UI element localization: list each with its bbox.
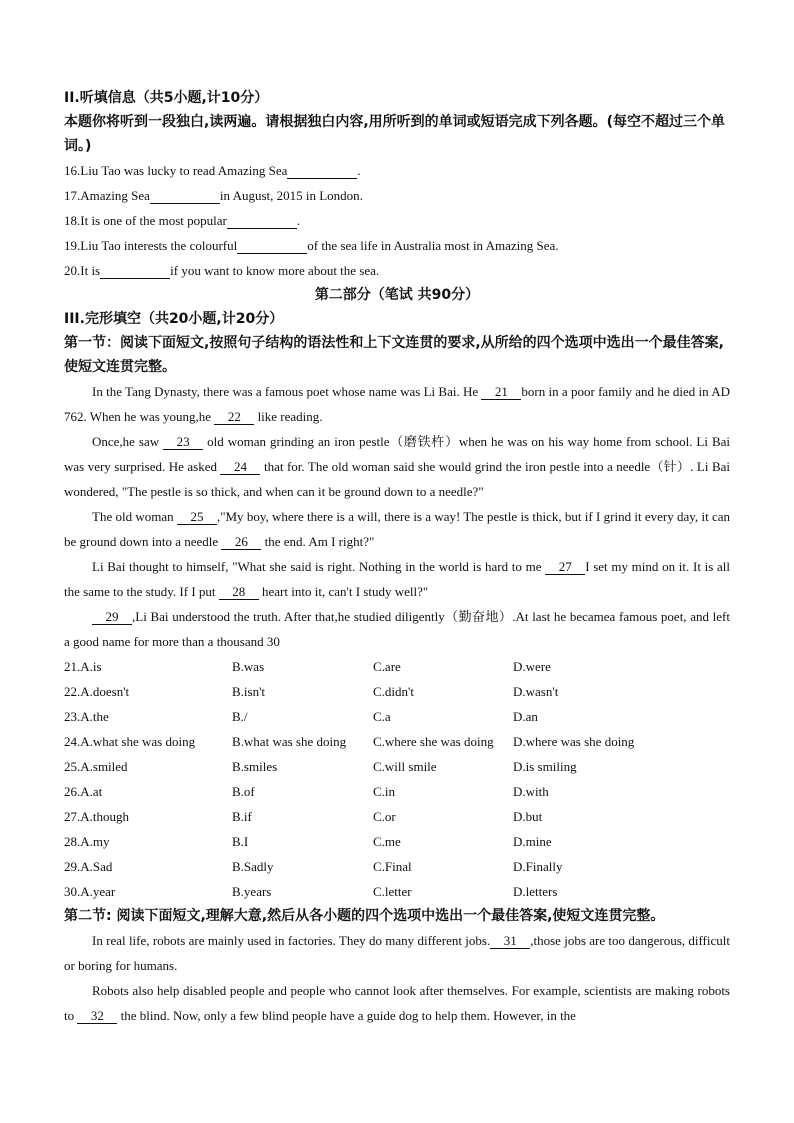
option[interactable]: 27.A.though [64,809,129,824]
option[interactable]: 26.A.at [64,784,103,799]
question-18: 18.It is one of the most popular . [64,213,301,228]
option-row-24 [64,729,730,754]
question-20: 20.It is if you want to know more about the sea. [64,263,380,278]
section-title-cloze: III.完形填空（共20小题,计20分） [64,311,284,327]
option[interactable]: 22.A.doesn't [64,684,130,699]
blank-32: 32 [77,1009,117,1024]
option[interactable]: C.or [373,809,396,824]
answer-blank[interactable] [150,189,220,204]
blank-26: 26 [221,535,261,550]
blank-24: 24 [220,460,260,475]
option[interactable]: B./ [232,709,248,724]
option[interactable]: C.where she was doing [373,734,494,749]
blank-21: 21 [481,385,521,400]
option[interactable]: D.wasn't [513,684,559,699]
passage-paragraph: The old woman 25 ,"My boy, where there is a will, there is a way! The pestle is thick, but if I grind it every day, it can be ground down into a needle 26 the end. Am I right?" [64,509,731,549]
option[interactable]: C.in [373,784,396,799]
option-row-25 [64,754,730,779]
passage-paragraph: In the Tang Dynasty, there was a famous poet whose name was Li Bai. He 21 born in a poor family and he died in AD 762. When he was young,he 22 like reading. [64,384,730,424]
part-two-title: 第二部分（笔试 共90分） [314,287,480,303]
option[interactable]: C.Final [373,859,412,874]
option[interactable]: D.where was she doing [513,734,635,749]
option[interactable]: D.letters [513,884,558,899]
blank-28: 28 [219,585,259,600]
option[interactable]: 25.A.smiled [64,759,128,774]
cloze-passage-1 [64,379,730,654]
option[interactable]: B.smiles [232,759,278,774]
option[interactable]: B.if [232,809,252,824]
option[interactable]: C.a [373,709,391,724]
option[interactable]: B.of [232,784,255,799]
option[interactable]: 30.A.year [64,884,116,899]
option[interactable]: C.letter [373,884,412,899]
option[interactable]: B.was [232,659,265,674]
option[interactable]: C.didn't [373,684,414,699]
blank-31: 31 [490,934,530,949]
exam-page [64,86,730,1028]
blank-27: 27 [545,560,585,575]
blank-23: 23 [163,435,203,450]
option[interactable]: D.an [513,709,538,724]
option-row-29 [64,854,730,879]
option[interactable]: B.years [232,884,272,899]
passage-paragraph: Robots also help disabled people and people who cannot look after themselves. For example, scientists are making robots to 32 the blind. Now, only a few blind people have a guide dog to help them. However, in the [64,983,730,1023]
passage-paragraph: In real life, robots are mainly used in factories. They do many different jobs. 31 ,those jobs are too dangerous, difficult or boring for humans. [64,933,730,973]
option-row-22 [64,679,730,704]
option[interactable]: 24.A.what she was doing [64,734,196,749]
option[interactable]: 29.A.Sad [64,859,113,874]
option[interactable]: C.me [373,834,401,849]
option-row-26 [64,779,730,804]
question-19: 19.Liu Tao interests the colourful of the sea life in Australia most in Amazing Sea. [64,238,559,253]
blank-22: 22 [214,410,254,425]
blank-29: 29 [92,610,132,625]
passage-paragraph: Li Bai thought to himself, "What she said is right. Nothing in the world is hard to me 27 I set my mind on it. It is all the same to the study. If I put 28 heart into it, can't I study well?" [64,559,730,599]
option-row-27 [64,804,730,829]
blank-25: 25 [177,510,217,525]
section-title-listening: II.听填信息（共5小题,计10分） [64,90,269,106]
option[interactable]: D.with [513,784,549,799]
option[interactable]: 28.A.my [64,834,110,849]
cloze-passage-2 [64,928,730,1028]
option[interactable]: C.are [373,659,401,674]
listening-instruction: 本题你将听到一段独白,读两遍。请根据独白内容,用所听到的单词或短语完成下列各题。(每空不超过三个单词。) [64,114,726,154]
cloze-instruction-2: 第二节: 阅读下面短文,理解大意,然后从各小题的四个选项中选出一个最佳答案,使短文连贯完整。 [64,908,665,924]
passage-paragraph: Once,he saw 23 old woman grinding an iron pestle（磨铁杵）when he was on his way home from school. Li Bai was very surprised. He asked 24 that for. The old woman said she would grind the iron pestle into a needle（针）. Li Bai wondered, "The pestle is so thick, and when can it be ground down to a needle?" [64,434,731,499]
answer-blank[interactable] [227,214,297,229]
option-row-23 [64,704,730,729]
option[interactable]: D.is smiling [513,759,577,774]
answer-blank[interactable] [287,164,357,179]
option[interactable]: B.isn't [232,684,266,699]
option[interactable]: 23.A.the [64,709,109,724]
option-row-28 [64,829,730,854]
option[interactable]: D.Finally [513,859,563,874]
option[interactable]: D.but [513,809,543,824]
option[interactable]: C.will smile [373,759,437,774]
cloze-instruction-1: 第一节：阅读下面短文,按照句子结构的语法性和上下文连贯的要求,从所给的四个选项中选出一个最佳答案,使短文连贯完整。 [64,335,724,375]
cloze-options [64,654,730,904]
option[interactable]: D.were [513,659,551,674]
option-row-21 [64,654,730,679]
answer-blank[interactable] [237,239,307,254]
passage-paragraph: 29 ,Li Bai understood the truth. After that,he studied diligently（勤奋地）.At last he becamea famous poet, and left a good name for more than a thousand 30 [64,609,730,649]
option-row-30 [64,879,730,904]
option[interactable]: B.Sadly [232,859,274,874]
option[interactable]: 21.A.is [64,659,102,674]
option[interactable]: B.I [232,834,249,849]
option[interactable]: B.what was she doing [232,734,347,749]
option[interactable]: D.mine [513,834,552,849]
question-17: 17.Amazing Sea in August, 2015 in London. [64,188,363,203]
answer-blank[interactable] [100,264,170,279]
question-16: 16.Liu Tao was lucky to read Amazing Sea . [64,163,361,178]
